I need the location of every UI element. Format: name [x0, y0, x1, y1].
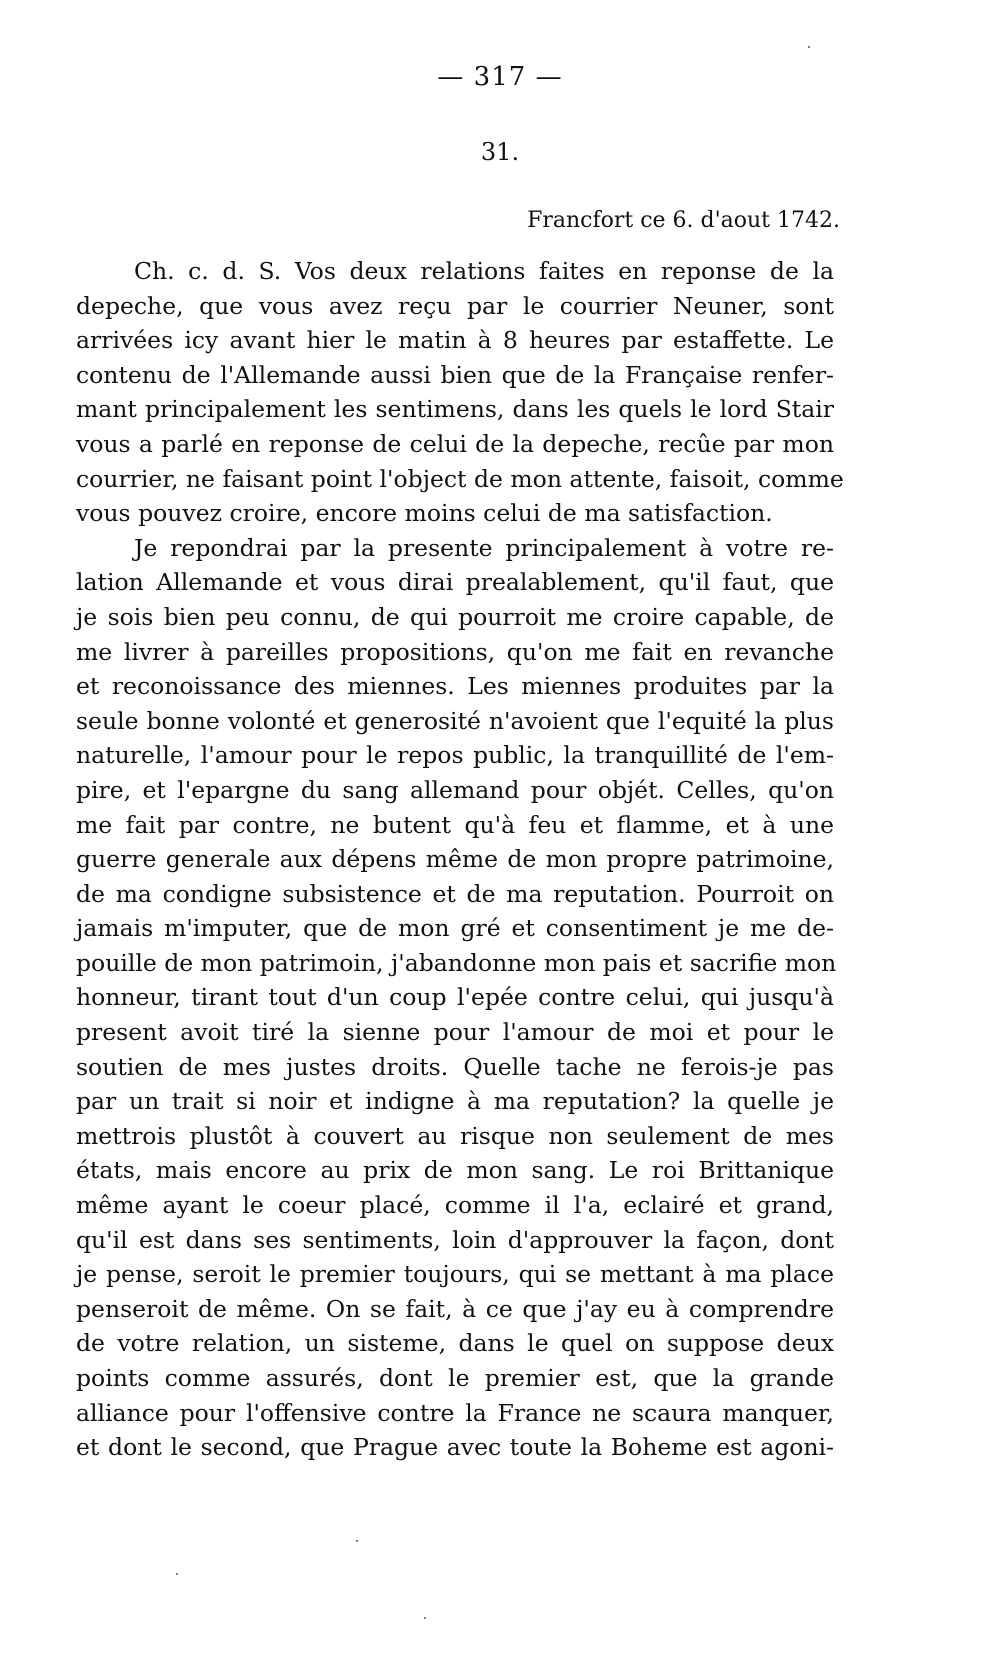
text-line: même ayant le coeur placé, comme il l'a, eclairé et grand, [76, 1191, 834, 1220]
text-line: jamais m'imputer, que de mon gré et consentiment je me de- [76, 914, 834, 943]
text-line: courrier, ne faisant point l'object de mon attente, faisoit, comme [76, 464, 844, 493]
text-line: mant principalement les sentimens, dans les quels le lord Stair [76, 395, 834, 424]
text-line: je pense, seroit le premier toujours, qui se mettant à ma place [76, 1260, 834, 1289]
text-line: penseroit de même. On se fait, à ce que j'ay eu à comprendre [76, 1294, 834, 1323]
text-line: alliance pour l'offensive contre la France ne scaura manquer, [76, 1398, 834, 1427]
text-line: mettrois plustôt à couvert au risque non seulement de mes [76, 1121, 834, 1150]
text-line: contenu de l'Allemande aussi bien que de la Française renfer- [76, 360, 834, 389]
text-line: vous pouvez croire, encore moins celui de ma satisfaction. [76, 499, 773, 528]
text-line: par un trait si noir et indigne à ma reputation? la quelle je [76, 1087, 834, 1116]
letter-number: 31. [480, 138, 520, 166]
text-line: seule bonne volonté et generosité n'avoient que l'equité la plus [76, 706, 834, 735]
text-line: pire, et l'epargne du sang allemand pour objét. Celles, qu'on [76, 775, 834, 804]
text-line: qu'il est dans ses sentiments, loin d'approuver la façon, dont [76, 1225, 834, 1254]
text-line: de votre relation, un sisteme, dans le quel on suppose deux [76, 1329, 834, 1358]
text-line: pouille de mon patrimoin, j'abandonne mon pais et sacrifie mon [76, 948, 837, 977]
text-line: Je repondrai par la presente principalement à votre re- [134, 533, 834, 562]
dateline: Francfort ce 6. d'aout 1742. [527, 208, 840, 233]
text-line: et reconoissance des miennes. Les miennes produites par la [76, 672, 834, 701]
text-line: guerre generale aux dépens même de mon propre patrimoine, [76, 845, 834, 874]
text-line: arrivées icy avant hier le matin à 8 heures par estaffette. Le [76, 326, 834, 355]
letter-body [76, 254, 844, 1465]
scan-speck [356, 1540, 358, 1542]
text-line: depeche, que vous avez reçu par le courrier Neuner, sont [76, 291, 834, 320]
text-line: me fait par contre, ne butent qu'à feu et flamme, et à une [76, 810, 834, 839]
text-line: soutien de mes justes droits. Quelle tache ne ferois-je pas [76, 1052, 834, 1081]
scan-speck [808, 46, 810, 48]
scan-speck [176, 1573, 178, 1575]
text-line: et dont le second, que Prague avec toute la Boheme est agoni- [76, 1433, 834, 1462]
text-line: Ch. c. d. S. Vos deux relations faites en reponse de la [134, 257, 834, 285]
text-line: honneur, tirant tout d'un coup l'epée contre celui, qui jusqu'à [76, 983, 834, 1012]
scan-speck [424, 1617, 426, 1619]
page-number: — 317 — [437, 62, 563, 92]
text-line: lation Allemande et vous dirai prealablement, qu'il faut, que [76, 568, 834, 597]
text-line: je sois bien peu connu, de qui pourroit me croire capable, de [76, 602, 834, 631]
text-line: de ma condigne subsistence et de ma reputation. Pourroit on [76, 879, 834, 908]
text-line: present avoit tiré la sienne pour l'amour de moi et pour le [76, 1018, 834, 1047]
text-line: points comme assurés, dont le premier est, que la grande [76, 1364, 834, 1392]
text-line: me livrer à pareilles propositions, qu'on me fait en revanche [76, 637, 834, 666]
text-line: états, mais encore au prix de mon sang. Le roi Brittanique [76, 1156, 834, 1185]
text-line: vous a parlé en reponse de celui de la depeche, recûe par mon [76, 429, 834, 458]
text-line: naturelle, l'amour pour le repos public, la tranquillité de l'em- [76, 741, 834, 770]
